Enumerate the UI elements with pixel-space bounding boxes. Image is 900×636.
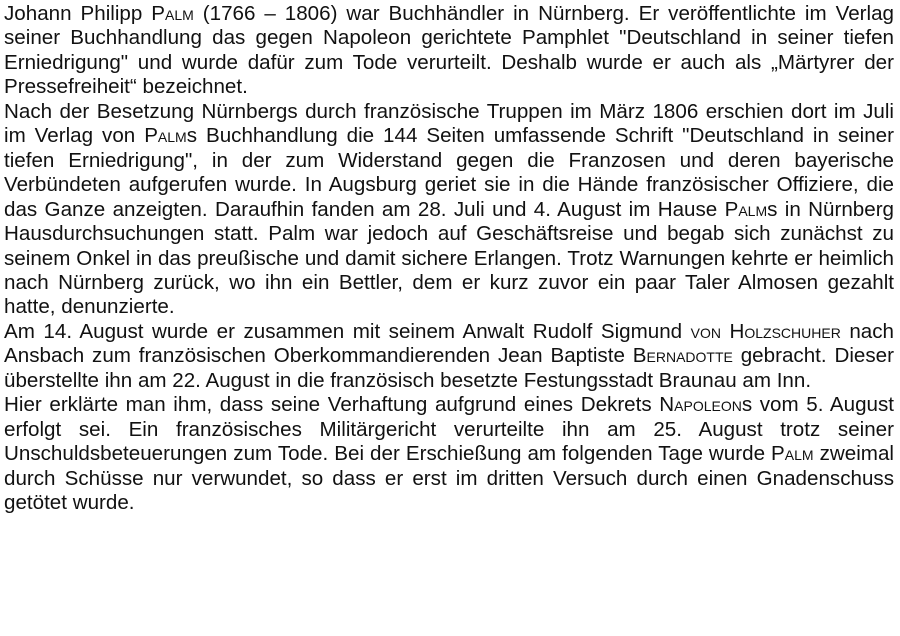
name-small-caps: Bernadotte	[632, 344, 733, 368]
text-segment: s vom 5. August erfolgt sei. Ein französisches Militärgericht verurteilte ihn am 25. August trotz seiner Unschuldsbeteuerungen zum Tode. Bei der Erschießung am folgenden Tage wurde	[4, 393, 894, 466]
name-small-caps: Palm	[144, 124, 187, 148]
paragraph-arrest	[4, 320, 894, 393]
name-small-caps: Palm	[771, 442, 814, 466]
name-small-caps: von Holzschuher	[690, 319, 841, 343]
text-segment: gebracht. Dieser überstellte ihn am 22. August in die französisch besetzte Festungsstadt Braunau am Inn.	[4, 344, 894, 392]
text-segment: s in Nürnberg Hausdurchsuchungen statt. Palm war jedoch auf Geschäftsreise und begab sich zunächst zu seinem Onkel in das preußische und damit sichere Erlangen. Trotz Warnungen kehrte er heimlich nach Nürnberg zurück, wo ihn ein Bettler, dem er kurz zuvor ein paar Taler Almosen gezahlt hatte, denunzierte.	[4, 197, 895, 319]
text-segment: zweimal durch Schüsse nur verwundet, so dass er erst im dritten Versuch durch einen Gnadenschuss getötet wurde.	[4, 442, 894, 515]
text-segment: Johann Philipp	[4, 2, 152, 25]
paragraph-intro	[4, 2, 894, 100]
name-small-caps: Palm	[151, 2, 194, 25]
name-small-caps: Palm	[724, 197, 768, 221]
document-body	[4, 2, 894, 516]
paragraph-publication	[4, 100, 894, 320]
text-segment: Nach der Besetzung Nürnbergs durch französische Truppen im März 1806 erschien dort im Juli im Verlag von	[4, 99, 894, 148]
text-segment: Hier erklärte man ihm, dass seine Verhaftung aufgrund eines Dekrets	[4, 393, 660, 417]
paragraph-execution	[4, 393, 894, 515]
text-segment: (1766 – 1806) war Buchhändler in Nürnberg. Er veröffentlichte im Verlag seiner Buchhandlung das gegen Napoleon gerichtete Pamphlet "Deutschland in seiner tiefen Erniedrigung" und wurde dafür zum Tode verurteilt. Deshalb wurde er auch als „Märtyrer der Pressefreiheit“ bezeichnet.	[4, 2, 894, 99]
text-segment: s Buchhandlung die 144 Seiten umfassende Schrift "Deutschland in seiner tiefen Erniedrigung", in der zum Widerstand gegen die Franzosen und deren bayerische Verbündeten aufgerufen wurde. In Augsburg geriet sie in die Hände französischer Offiziere, die das Ganze anzeigten. Daraufhin fanden am 28. Juli und 4. August im Hause	[4, 124, 894, 221]
text-segment: nach Ansbach zum französischen Oberkommandierenden Jean Baptiste	[4, 319, 894, 368]
name-small-caps: Napoleon	[659, 393, 742, 417]
text-segment: Am 14. August wurde er zusammen mit seinem Anwalt Rudolf Sigmund	[4, 319, 691, 343]
